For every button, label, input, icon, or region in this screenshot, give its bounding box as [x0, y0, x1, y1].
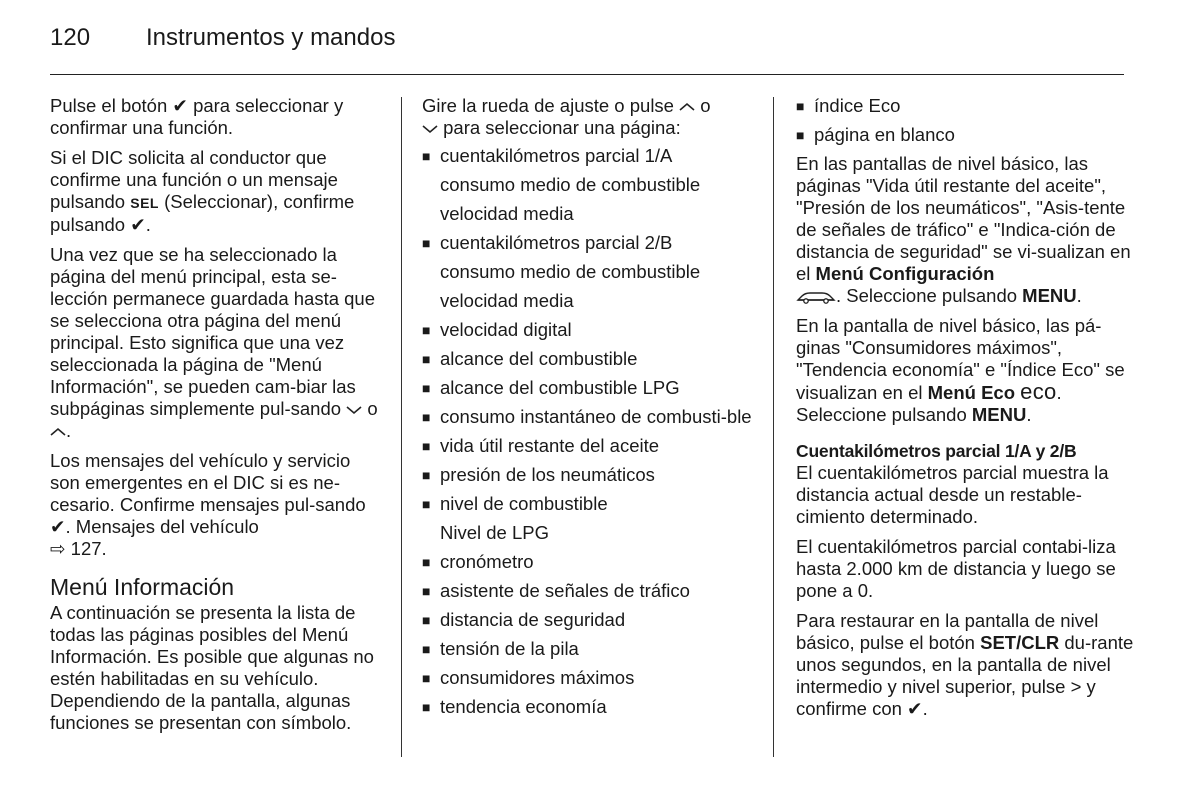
bullet-icon: ■: [422, 380, 431, 396]
paragraph-menu-selection: Una vez que se ha seleccionado la página del menú principal, esta se-lección permanece guardada hasta que se selecciona otra página del menú principal. Esto significa que una vez seleccionada la página de "Menú Información", se pueden cam-biar las subpáginas simplemente pul-sando o .: [50, 244, 378, 441]
paragraph-eco-pages: En la pantalla de nivel básico, las pá-ginas "Consumidores máximos", "Tendencia economía" e "Índice Eco" se visualizan en el Menú Eco eco. Seleccione pulsando MENU.: [796, 315, 1125, 425]
menu-button-label: MENU: [971, 404, 1027, 425]
sel-key-label: SEL: [130, 195, 159, 211]
list-subitem: consumo medio de combustible: [440, 261, 701, 282]
header-rule: [50, 74, 1124, 75]
bullet-icon: ■: [422, 351, 431, 367]
page-reference: 127.: [70, 538, 107, 559]
list-item: ■ consumo instantáneo de combusti-ble: [422, 406, 752, 427]
list-item: ■ distancia de seguridad: [422, 609, 626, 630]
chevron-down-icon: [422, 124, 438, 134]
menu-configuracion-label: Menú Configuración: [815, 263, 995, 284]
list-item: ■ vida útil restante del aceite: [422, 435, 660, 456]
bullet-icon: ■: [422, 641, 431, 657]
menu-eco-label: Menú Eco: [927, 382, 1016, 403]
chevron-down-icon: [346, 405, 362, 415]
paragraph-turn-wheel: Gire la rueda de ajuste o pulse o para seleccionar una página:: [422, 95, 711, 138]
paragraph-trip-reset: Para restaurar en la pantalla de nivel básico, pulse el botón SET/CLR du-rante unos segundos, en la pantalla de nivel intermedio y nivel superior, pulse > y confirme con ✔.: [796, 610, 1134, 719]
chevron-up-icon: [50, 427, 66, 437]
bullet-icon: ■: [422, 612, 431, 628]
bullet-icon: ■: [422, 322, 431, 338]
check-icon: ✔: [172, 95, 188, 116]
column-divider-1: [401, 97, 402, 757]
bullet-icon: ■: [422, 438, 431, 454]
list-item: ■ cuentakilómetros parcial 1/A: [422, 145, 673, 166]
list-item: ■ consumidores máximos: [422, 667, 635, 688]
list-item: ■ nivel de combustible: [422, 493, 608, 514]
list-item: ■ asistente de señales de tráfico: [422, 580, 690, 601]
info-pages-list: [422, 145, 762, 718]
menu-button-label: MENU: [1022, 285, 1077, 306]
paragraph-select-button: Pulse el botón ✔ para seleccionar y confirmar una función.: [50, 95, 344, 138]
list-item: ■ tendencia economía: [422, 696, 607, 717]
paragraph-trip-description: El cuentakilómetros parcial muestra la distancia actual desde un restable-cimiento determinado.: [796, 462, 1109, 527]
bullet-icon: ■: [422, 148, 431, 164]
list-item: ■ presión de los neumáticos: [422, 464, 655, 485]
check-icon: ✔: [130, 214, 146, 235]
paragraph-menu-informacion-intro: A continuación se presenta la lista de todas las páginas posibles del Menú Información. Es posible que algunas no estén habilitadas en su vehículo. Dependiendo de la pantalla, algunas funciones se presentan con símbolo.: [50, 602, 374, 733]
column-divider-2: [773, 97, 774, 757]
paragraph-trip-limit: El cuentakilómetros parcial contabi-liza hasta 2.000 km de distancia y luego se pone a 0.: [796, 536, 1116, 601]
paragraph-vehicle-messages: Los mensajes del vehículo y servicio son emergentes en el DIC si es ne-cesario. Confirme mensajes pul-sando ✔. Mensajes del vehículo ⇨ 127.: [50, 450, 366, 559]
page-title: Instrumentos y mandos: [146, 24, 396, 51]
bullet-icon: ■: [422, 554, 431, 570]
list-item: ■ velocidad digital: [422, 319, 572, 340]
bullet-icon: ■: [796, 127, 805, 143]
bullet-icon: ■: [422, 409, 431, 425]
list-subitem: consumo medio de combustible: [440, 174, 701, 195]
bullet-icon: ■: [422, 670, 431, 686]
info-pages-list-continued: [796, 95, 1136, 146]
check-icon: ✔: [907, 698, 923, 719]
bullet-icon: ■: [422, 496, 431, 512]
chevron-right-icon: >: [1070, 676, 1082, 697]
column-3: [796, 95, 1136, 728]
page-header: [50, 24, 395, 52]
car-settings-icon: [796, 290, 836, 304]
bullet-icon: ■: [422, 583, 431, 599]
check-icon: ✔: [50, 516, 66, 537]
list-item: ■ página en blanco: [796, 124, 955, 145]
list-item: ■ alcance del combustible LPG: [422, 377, 680, 398]
reference-arrow-icon: ⇨: [50, 538, 66, 559]
list-item: ■ índice Eco: [796, 95, 901, 116]
set-clr-button-label: SET/CLR: [980, 632, 1060, 653]
eco-icon: eco: [1020, 379, 1057, 404]
subheading-trip-odometer: Cuentakilómetros parcial 1/A y 2/B: [796, 441, 1077, 461]
bullet-icon: ■: [796, 98, 805, 114]
list-subitem: velocidad media: [440, 203, 574, 224]
paragraph-basic-level-pages: En las pantallas de nivel básico, las páginas "Vida útil restante del aceite", "Presión de los neumáticos", "Asis-tente de señales de tráfico" e "Indica-ción de distancia de seguridad" se vi-sualizan en el Menú Configuración . Seleccione pulsando MENU.: [796, 153, 1131, 306]
bullet-icon: ■: [422, 699, 431, 715]
list-item: ■ cronómetro: [422, 551, 534, 572]
list-subitem: velocidad media: [440, 290, 574, 311]
list-item: ■ tensión de la pila: [422, 638, 579, 659]
bullet-icon: ■: [422, 467, 431, 483]
column-1: [50, 95, 385, 742]
list-item: ■ alcance del combustible: [422, 348, 638, 369]
list-item: ■ cuentakilómetros parcial 2/B: [422, 232, 673, 253]
page-number: 120: [50, 24, 91, 51]
section-heading-menu-informacion: Menú Información: [50, 574, 235, 600]
paragraph-dic-confirm: Si el DIC solicita al conductor que confirme una función o un mensaje pulsando SEL (Seleccionar), confirme pulsando ✔.: [50, 147, 355, 235]
column-2: [422, 95, 762, 718]
chevron-up-icon: [679, 102, 695, 112]
list-subitem: Nivel de LPG: [440, 522, 549, 543]
bullet-icon: ■: [422, 235, 431, 251]
